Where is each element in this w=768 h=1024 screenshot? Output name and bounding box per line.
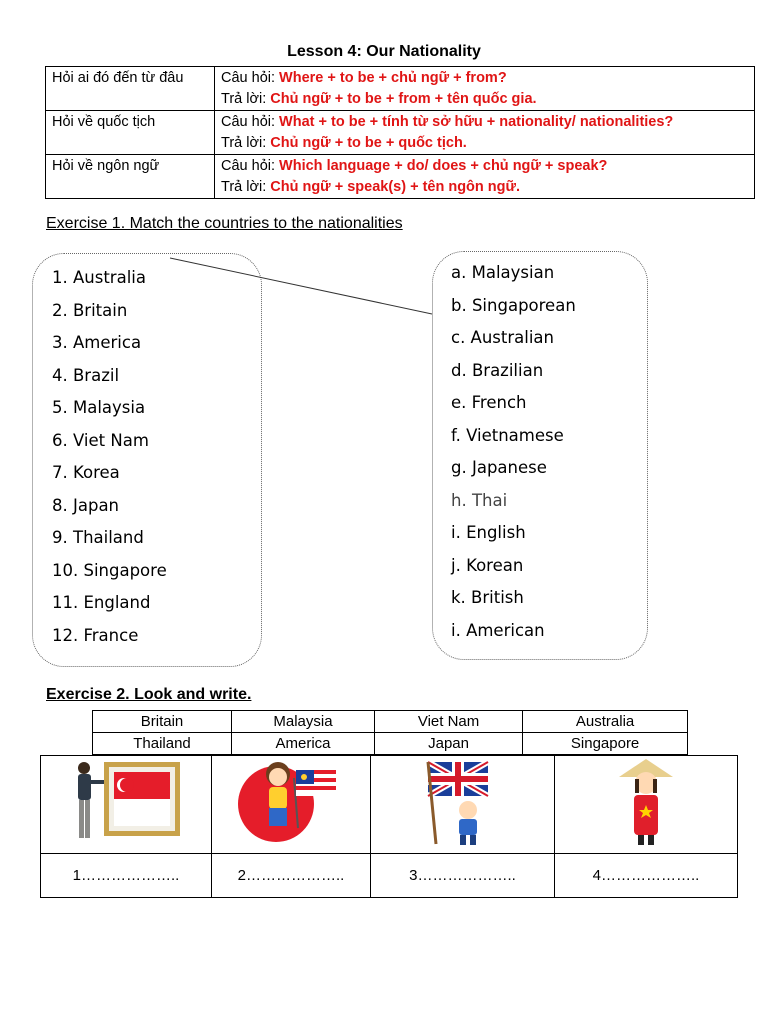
country-item: 11. England [52, 593, 151, 612]
country-item: 9. Thailand [52, 528, 144, 547]
exercise1-title: Exercise 1. Match the countries to the nationalities [46, 215, 403, 232]
country-item: 4. Brazil [52, 365, 120, 385]
picture-table [40, 755, 738, 898]
nationalities-list [451, 257, 576, 647]
nationality-item: i. English [451, 523, 526, 542]
countries-list [52, 262, 167, 652]
question-formula: Where + to be + chủ ngữ + from? [279, 70, 507, 86]
country-item: 8. Japan [52, 495, 120, 515]
answer-formula: Chủ ngữ + to be + quốc tịch. [270, 135, 467, 151]
country-item: 6. Viet Nam [52, 430, 149, 450]
answer-blank[interactable]: 4……………….. [555, 854, 738, 898]
picture-cell [41, 756, 212, 854]
country-item: 5. Malaysia [52, 398, 146, 417]
country-item: 2. Britain [52, 300, 128, 320]
nationality-item: e. French [451, 393, 527, 412]
word-bank-table [92, 710, 688, 755]
nationality-item: j. Korean [451, 555, 524, 575]
country-item: 10. Singapore [52, 560, 167, 580]
grammar-topic: Hỏi ai đó đến từ đâu [46, 67, 215, 111]
country-item: 3. America [52, 333, 142, 352]
nationality-item: h. Thai [451, 490, 508, 510]
nationality-item: d. Brazilian [451, 360, 544, 380]
answer-blank[interactable]: 2……………….. [212, 854, 371, 898]
word-bank-cell: Thailand [93, 733, 232, 755]
word-bank-cell: Australia [523, 711, 688, 733]
word-bank-cell: Britain [93, 711, 232, 733]
lesson-title: Lesson 4: Our Nationality [287, 43, 481, 60]
match-line [170, 258, 432, 314]
girl-malaysia-flag-picture [236, 758, 346, 846]
question-prefix: Câu hỏi: [221, 70, 280, 86]
country-item: 1. Australia [52, 268, 146, 287]
nationality-item: f. Vietnamese [451, 425, 564, 445]
boy-uk-flag-picture [418, 758, 508, 846]
nationality-item: c. Australian [451, 328, 555, 347]
answer-formula: Chủ ngữ + speak(s) + tên ngôn ngữ. [270, 179, 521, 195]
answer-prefix: Trả lời: [221, 179, 271, 195]
answer-blank[interactable]: 3……………….. [371, 854, 555, 898]
country-item: 7. Korea [52, 463, 120, 482]
girl-vietnam-costume-picture [611, 757, 681, 847]
word-bank-cell: Malaysia [232, 711, 375, 733]
boy-singapore-flag-picture [66, 758, 186, 846]
answer-prefix: Trả lời: [221, 135, 271, 151]
question-prefix: Câu hỏi: [221, 114, 280, 130]
answer-formula: Chủ ngữ + to be + from + tên quốc gia. [270, 91, 537, 107]
grammar-topic: Hỏi về ngôn ngữ [46, 155, 215, 199]
nationality-item: i. American [451, 620, 545, 640]
word-bank-cell: Viet Nam [374, 711, 522, 733]
question-prefix: Câu hỏi: [221, 158, 280, 174]
picture-cell [212, 756, 371, 854]
picture-cell [555, 756, 738, 854]
picture-cell [371, 756, 555, 854]
nationality-item: g. Japanese [451, 458, 547, 477]
answer-prefix: Trả lời: [221, 91, 271, 107]
word-bank-cell: America [232, 733, 375, 755]
answer-blank[interactable]: 1……………….. [41, 854, 212, 898]
word-bank-cell: Singapore [523, 733, 688, 755]
nationality-item: a. Malaysian [451, 263, 555, 282]
nationality-item: b. Singaporean [451, 295, 576, 315]
grammar-topic: Hỏi về quốc tịch [46, 111, 215, 155]
word-bank-cell: Japan [374, 733, 522, 755]
question-formula: What + to be + tính từ sở hữu + nationality/ nationalities? [279, 114, 674, 130]
question-formula: Which language + do/ does + chủ ngữ + speak? [279, 158, 608, 174]
exercise2-title: Exercise 2. Look and write. [46, 686, 252, 703]
country-item: 12. France [52, 625, 139, 645]
nationality-item: k. British [451, 588, 524, 607]
